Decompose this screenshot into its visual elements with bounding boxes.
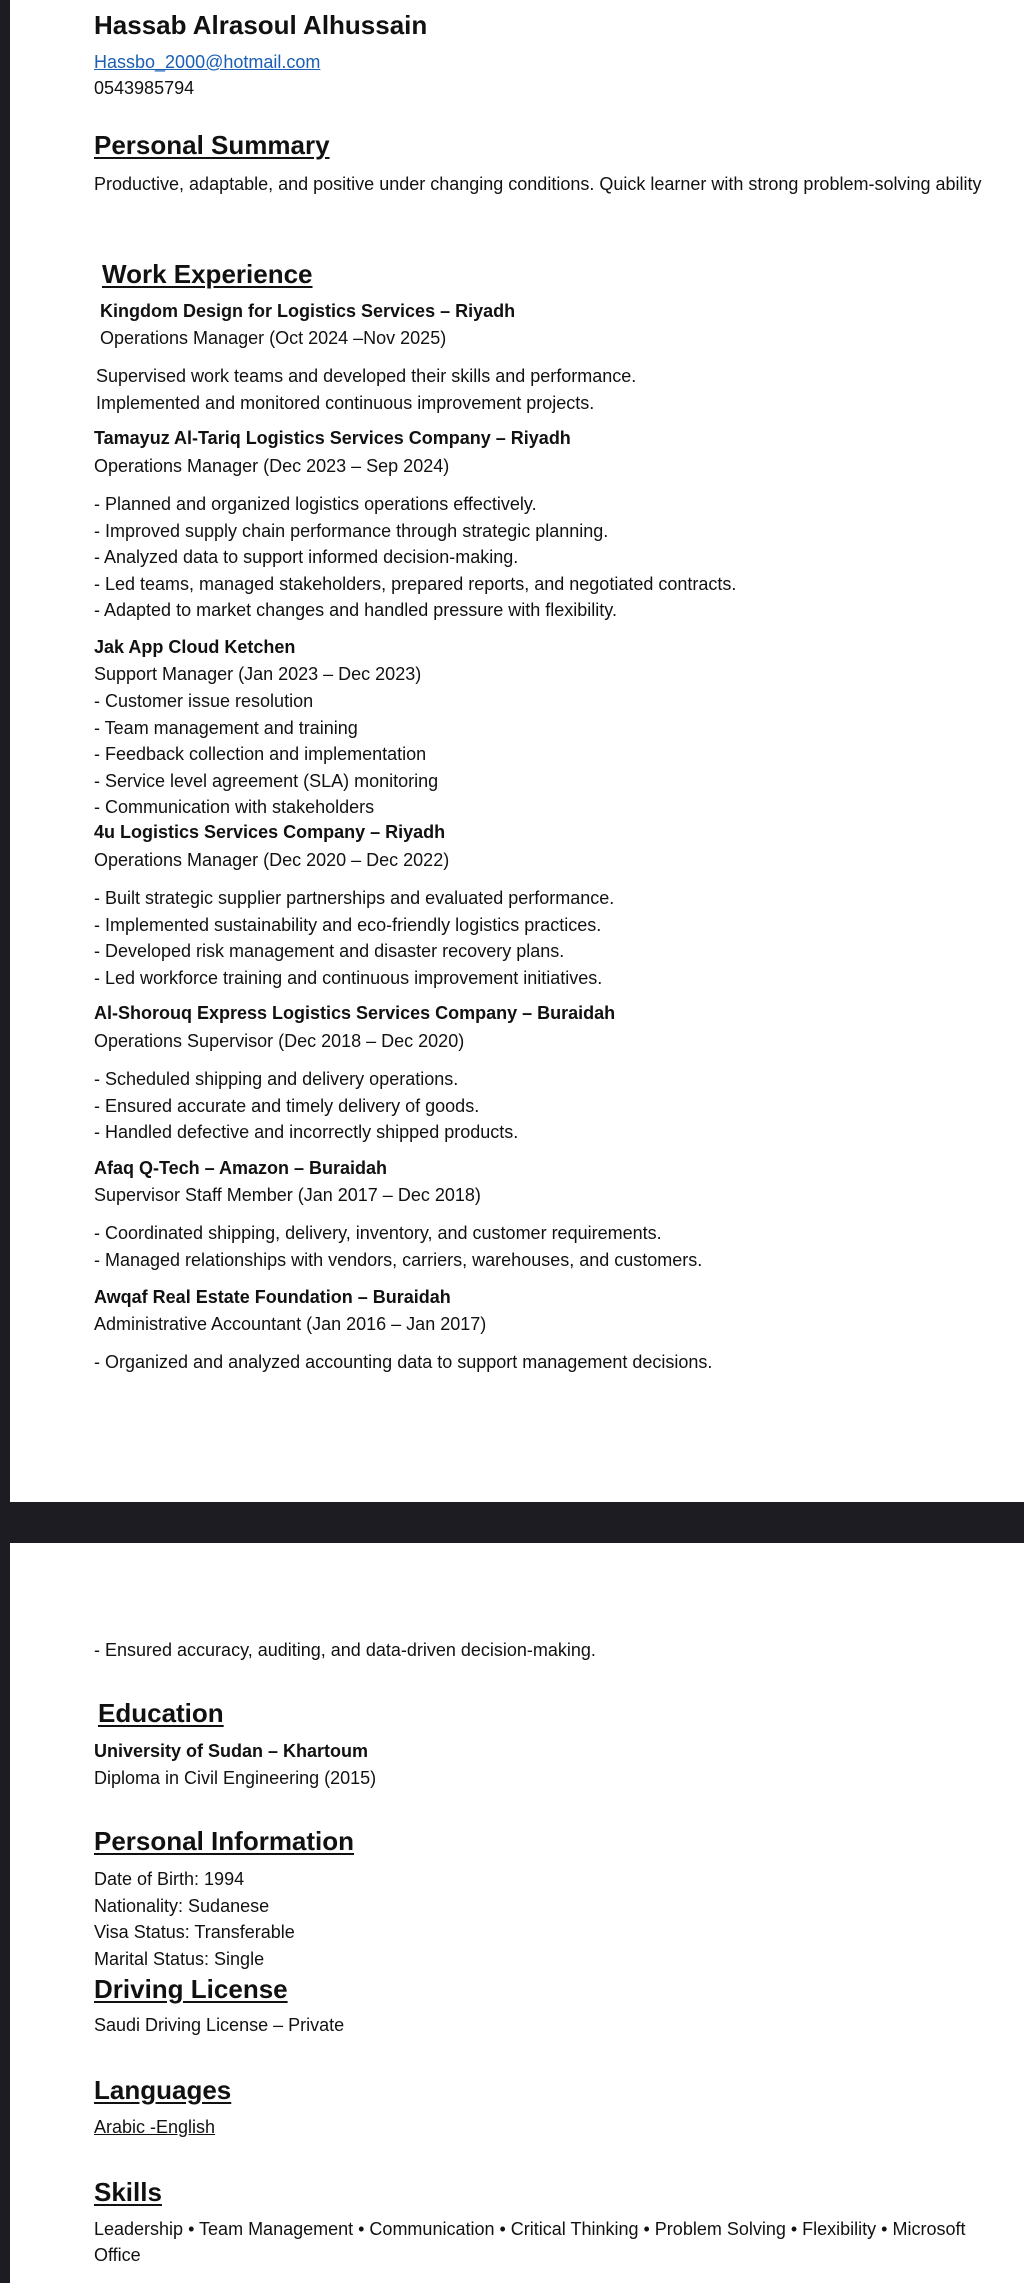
job-role: Supervisor Staff Member (Jan 2017 – Dec 2018) (94, 1185, 481, 1205)
work-experience-heading: Work Experience (102, 259, 313, 289)
job-role: Operations Manager (Oct 2024 –Nov 2025) (100, 328, 447, 348)
job-role: Support Manager (Jan 2023 – Dec 2023) (94, 664, 422, 684)
list-item: - Analyzed data to support informed decision-making. (94, 547, 519, 567)
list-item: - Developed risk management and disaster recovery plans. (94, 941, 565, 961)
job-bullets-continued (94, 1637, 596, 1664)
list-item: Date of Birth: 1994 (94, 1869, 245, 1889)
skills-text-line-1: Leadership • Team Management • Communication • Critical Thinking • Problem Solving • Flexibility • Microsoft (94, 2219, 966, 2239)
job-bullets (94, 491, 736, 624)
phone-number: 0543985794 (94, 78, 195, 98)
summary-heading: Personal Summary (94, 130, 330, 160)
list-item: - Led workforce training and continuous improvement initiatives. (94, 967, 603, 988)
driving-license-heading: Driving License (94, 1974, 288, 2004)
list-item: Visa Status: Transferable (94, 1922, 295, 1942)
job-role: Operations Manager (Dec 2020 – Dec 2022) (94, 850, 450, 870)
list-item: - Customer issue resolution (94, 691, 314, 711)
list-item: - Service level agreement (SLA) monitoring (94, 770, 439, 791)
job-bullets (94, 885, 614, 991)
candidate-name: Hassab Alrasoul Alhussain (94, 10, 428, 40)
job-role: Administrative Accountant (Jan 2016 – Jan 2017) (94, 1314, 487, 1334)
skills-heading: Skills (94, 2177, 162, 2207)
resume-page-2 (10, 1543, 1024, 2283)
job-company: Afaq Q-Tech – Amazon – Buraidah (94, 1158, 388, 1178)
resume-page-1 (10, 0, 1024, 1502)
job-company: Awqaf Real Estate Foundation – Buraidah (94, 1287, 451, 1307)
list-item: Implemented and monitored continuous improvement projects. (96, 392, 595, 413)
languages-text: Arabic -English (94, 2117, 216, 2137)
list-item: - Team management and training (94, 717, 358, 738)
list-item: - Planned and organized logistics operations effectively. (94, 494, 537, 514)
job-company: 4u Logistics Services Company – Riyadh (94, 822, 446, 842)
list-item: Supervised work teams and developed their skills and performance. (96, 366, 637, 386)
job-bullets (94, 1066, 518, 1146)
education-school: University of Sudan – Khartoum (94, 1741, 369, 1761)
job-role: Operations Manager (Dec 2023 – Sep 2024) (94, 456, 450, 476)
list-item: - Led teams, managed stakeholders, prepared reports, and negotiated contracts. (94, 573, 737, 594)
list-item: - Coordinated shipping, delivery, inventory, and customer requirements. (94, 1223, 662, 1243)
list-item: Marital Status: Single (94, 1948, 265, 1969)
list-item: - Implemented sustainability and eco-friendly logistics practices. (94, 914, 602, 935)
list-item: Nationality: Sudanese (94, 1895, 270, 1916)
list-item: - Adapted to market changes and handled pressure with flexibility. (94, 600, 617, 620)
job-bullets (94, 1220, 702, 1273)
list-item: - Feedback collection and implementation (94, 744, 427, 764)
email-link[interactable]: Hassbo_2000@hotmail.com (94, 52, 321, 72)
list-item: - Ensured accuracy, auditing, and data-driven decision-making. (94, 1640, 596, 1660)
job-bullets (94, 1349, 712, 1376)
skills-text-line-2: Office (94, 2245, 141, 2265)
job-bullets (96, 363, 636, 416)
personal-info-list (94, 1866, 295, 1972)
summary-text: Productive, adaptable, and positive under changing conditions. Quick learner with strong problem-solving ability (94, 174, 982, 194)
list-item: - Organized and analyzed accounting data to support management decisions. (94, 1352, 713, 1372)
job-role: Operations Supervisor (Dec 2018 – Dec 2020) (94, 1031, 465, 1051)
list-item: - Built strategic supplier partnerships and evaluated performance. (94, 888, 615, 908)
list-item: - Scheduled shipping and delivery operations. (94, 1069, 459, 1089)
job-company: Kingdom Design for Logistics Services – Riyadh (100, 301, 516, 321)
languages-heading: Languages (94, 2075, 232, 2105)
education-degree: Diploma in Civil Engineering (2015) (94, 1768, 377, 1788)
driving-license-text: Saudi Driving License – Private (94, 2015, 345, 2035)
education-heading: Education (98, 1698, 224, 1728)
job-bullets (94, 688, 438, 821)
list-item: - Handled defective and incorrectly shipped products. (94, 1122, 519, 1142)
list-item: - Communication with stakeholders (94, 797, 375, 817)
list-item: - Improved supply chain performance through strategic planning. (94, 520, 609, 541)
job-company: Al-Shorouq Express Logistics Services Company – Buraidah (94, 1003, 616, 1023)
job-company: Tamayuz Al-Tariq Logistics Services Company – Riyadh (94, 428, 571, 448)
job-company: Jak App Cloud Ketchen (94, 637, 296, 657)
personal-info-heading: Personal Information (94, 1826, 355, 1856)
list-item: - Managed relationships with vendors, carriers, warehouses, and customers. (94, 1249, 703, 1270)
list-item: - Ensured accurate and timely delivery of goods. (94, 1095, 480, 1116)
